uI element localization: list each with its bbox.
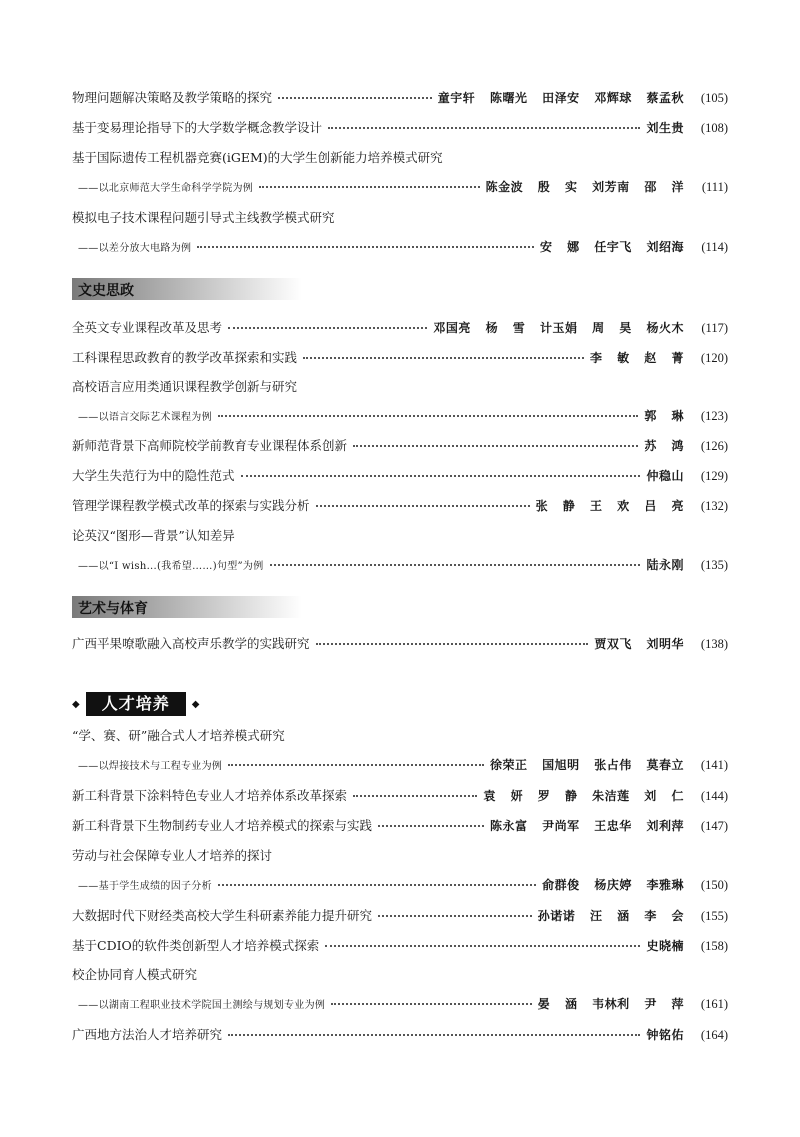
section-header-rencai [72,692,199,716]
entry-title[interactable]: “学、赛、研”融合式人才培养模式研究 [72,728,285,743]
entry-authors: 陈永富 尹尚军 王忠华 刘利萍 [489,819,684,833]
entry-page: (108) [700,121,728,135]
dot-leader [378,914,532,917]
entry-page: (114) [701,240,728,254]
subentry-title: ——以差分放大电路为例 [78,243,192,254]
dot-leader [241,474,641,477]
entry-authors: 郭 琳 [644,409,684,423]
entry-title: 物理问题解决策略及教学策略的探究 [72,90,273,105]
entry-authors: 徐荣正 国旭明 张占伟 莫春立 [489,758,684,772]
dot-leader [316,504,530,507]
toc-entry[interactable] [72,436,728,454]
entry-page: (111) [701,180,728,194]
subentry-title: ——基于学生成绩的因子分析 [78,881,212,892]
entry-title[interactable]: 基于国际遗传工程机器竞赛(iGEM)的大学生创新能力培养模式研究 [72,150,443,165]
entry-authors: 仲稳山 [646,469,684,483]
dot-leader [353,794,477,797]
toc-entry[interactable] [72,496,728,514]
entry-title[interactable]: 劳动与社会保障专业人才培养的探讨 [72,848,273,863]
subentry-title: ——以语言交际艺术课程为例 [78,412,212,423]
entry-page: (126) [700,439,728,453]
entry-title: 新工科背景下生物制药专业人才培养模式的探索与实践 [72,818,373,833]
toc-entry[interactable] [72,118,728,136]
dot-leader [270,563,641,566]
toc-entry[interactable] [72,816,728,834]
entry-title: 新师范背景下高师院校学前教育专业课程体系创新 [72,438,348,453]
toc-entry[interactable] [72,466,728,484]
entry-title: 大数据时代下财经类高校大学生科研素养能力提升研究 [72,908,373,923]
entry-title: 广西地方法治人才培养研究 [72,1027,223,1042]
dot-leader [303,356,584,359]
entry-title: 新工科背景下涂料特色专业人才培养体系改革探索 [72,788,348,803]
entry-page: (164) [700,1028,728,1042]
dot-leader [197,245,534,248]
entry-page: (155) [700,909,728,923]
subentry-title: ——以焊接技术与工程专业为例 [78,761,223,772]
entry-title[interactable]: 模拟电子技术课程问题引导式主线教学模式研究 [72,210,335,225]
entry-authors: 陆永刚 [646,558,684,572]
entry-page: (150) [700,878,728,892]
entry-authors: 晏 涵 韦林利 尹 萍 [537,997,684,1011]
diamond-icon: ◆ [72,698,80,710]
entry-page: (161) [700,997,728,1011]
dot-leader [331,1002,532,1005]
dot-leader [278,96,432,99]
dot-leader [378,824,484,827]
toc-entry[interactable] [72,1025,728,1043]
entry-title: 基于变易理论指导下的大学数学概念教学设计 [72,120,323,135]
entry-title[interactable]: 校企协同育人模式研究 [72,967,198,982]
entry-authors: 张 静 王 欢 吕 亮 [535,499,684,513]
entry-title: 全英文专业课程改革及思考 [72,320,223,335]
toc-subentry[interactable] [78,756,728,773]
entry-title: 广西平果嘹歌融入高校声乐教学的实践研究 [72,636,310,651]
toc-entry[interactable] [72,786,728,804]
dot-leader [228,1033,640,1036]
entry-authors: 钟铭佑 [646,1028,684,1042]
entry-page: (135) [700,558,728,572]
entry-authors: 孙诺诺 汪 涵 李 会 [537,909,684,923]
entry-page: (147) [700,819,728,833]
toc-subentry[interactable] [78,407,728,424]
toc-subentry[interactable] [78,178,728,195]
dot-leader [228,326,427,329]
entry-page: (120) [700,351,728,365]
entry-authors: 邓国亮 杨 雪 计玉娟 周 昊 杨火木 [433,321,684,335]
entry-page: (141) [700,758,728,772]
section-header-yishu [72,596,302,618]
section-title: 艺术与体育 [78,601,148,617]
entry-page: (129) [700,469,728,483]
entry-page: (123) [700,409,728,423]
entry-page: (138) [700,637,728,651]
dot-leader [228,763,484,766]
toc-subentry[interactable] [78,556,728,573]
entry-title[interactable]: 论英汉“图形—背景”认知差异 [72,528,235,543]
toc-entry[interactable] [72,634,728,652]
entry-authors: 史晓楠 [646,939,684,953]
entry-authors: 陈金波 殷 实 刘芳南 邵 洋 [485,180,684,194]
entry-page: (105) [700,91,728,105]
toc-entry[interactable] [72,88,728,106]
entry-authors: 苏 鸿 [644,439,684,453]
toc-entry[interactable] [72,318,728,336]
section-header-wenshi [72,278,302,300]
subentry-title: ——以北京师范大学生命科学学院为例 [78,183,254,194]
dot-leader [259,185,480,188]
toc-subentry[interactable] [78,995,728,1012]
section-title: 人才培养 [86,692,186,716]
entry-authors: 李 敏 赵 菁 [589,351,684,365]
toc-entry[interactable] [72,936,728,954]
entry-page: (144) [700,789,728,803]
toc-entry[interactable] [72,906,728,924]
entry-authors: 贾双飞 刘明华 [594,637,684,651]
entry-title: 大学生失范行为中的隐性范式 [72,468,235,483]
section-title: 文史思政 [78,283,134,299]
entry-page: (132) [700,499,728,513]
entry-authors: 袁 妍 罗 静 朱洁莲 刘 仁 [483,789,684,803]
dot-leader [328,126,640,129]
entry-title: 工科课程思政教育的教学改革探索和实践 [72,350,298,365]
subentry-title: ——以湖南工程职业技术学院国土测绘与规划专业为例 [78,1000,326,1011]
dot-leader [218,883,536,886]
entry-authors: 刘生贵 [646,121,684,135]
toc-subentry[interactable] [78,238,728,255]
entry-title: 管理学课程教学模式改革的探索与实践分析 [72,498,310,513]
dot-leader [325,944,640,947]
entry-title: 基于CDIO的软件类创新型人才培养模式探索 [72,938,320,953]
entry-page: (158) [700,939,728,953]
entry-authors: 安 娜 任宇飞 刘绍海 [539,240,684,254]
diamond-icon: ◆ [191,698,200,710]
subentry-title: ——以“I wish...(我希望……)句型”为例 [78,561,264,572]
toc-entry[interactable] [72,348,728,366]
dot-leader [316,642,589,645]
entry-authors: 俞群俊 杨庆婷 李雅琳 [542,878,684,892]
toc-subentry[interactable] [78,876,728,893]
dot-leader [353,444,638,447]
entry-authors: 童宇轩 陈曙光 田泽安 邓辉球 蔡孟秋 [437,91,684,105]
entry-page: (117) [701,321,728,335]
entry-title[interactable]: 高校语言应用类通识课程教学创新与研究 [72,379,298,394]
dot-leader [218,414,638,417]
